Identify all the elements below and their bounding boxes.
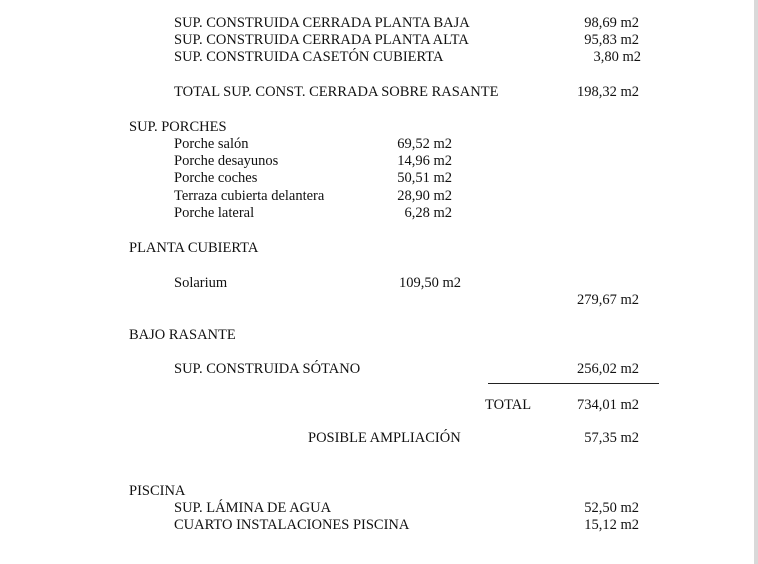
piscina-heading: PISCINA <box>129 483 186 499</box>
porche-label-terraza: Terraza cubierta delantera <box>174 188 325 204</box>
surface-label-planta-alta: SUP. CONSTRUIDA CERRADA PLANTA ALTA <box>174 32 469 48</box>
total-sobre-rasante-label: TOTAL SUP. CONST. CERRADA SOBRE RASANTE <box>174 84 499 100</box>
surface-value-planta-baja: 98,69 m2 <box>584 15 639 31</box>
porche-value-lateral: 6,28 m2 <box>404 205 452 221</box>
porche-label-salon: Porche salón <box>174 136 249 152</box>
page-edge-shadow <box>754 0 758 564</box>
surface-label-planta-baja: SUP. CONSTRUIDA CERRADA PLANTA BAJA <box>174 15 470 31</box>
solarium-value: 109,50 m2 <box>398 275 461 291</box>
piscina-label-instalaciones: CUARTO INSTALACIONES PISCINA <box>174 517 410 533</box>
porches-heading: SUP. PORCHES <box>129 119 227 135</box>
surface-value-planta-alta: 95,83 m2 <box>584 32 639 48</box>
grand-total-label: TOTAL <box>485 397 532 413</box>
total-divider <box>488 383 659 384</box>
total-sobre-rasante-value: 198,32 m2 <box>576 84 639 100</box>
cubierta-subtotal: 279,67 m2 <box>576 292 639 308</box>
piscina-value-lamina: 52,50 m2 <box>584 500 639 516</box>
porche-label-desayunos: Porche desayunos <box>174 153 279 169</box>
porche-value-coches: 50,51 m2 <box>397 170 452 186</box>
solarium-label: Solarium <box>174 275 228 291</box>
ampliacion-value: 57,35 m2 <box>584 430 639 446</box>
cubierta-heading: PLANTA CUBIERTA <box>129 240 259 256</box>
surface-label-caseton: SUP. CONSTRUIDA CASETÓN CUBIERTA <box>174 49 444 65</box>
sotano-label: SUP. CONSTRUIDA SÓTANO <box>174 361 361 377</box>
piscina-label-lamina: SUP. LÁMINA DE AGUA <box>174 500 332 516</box>
porche-label-lateral: Porche lateral <box>174 205 255 221</box>
porche-value-salon: 69,52 m2 <box>397 136 452 152</box>
grand-total-value: 734,01 m2 <box>576 397 639 413</box>
sotano-value: 256,02 m2 <box>576 361 639 377</box>
surface-value-caseton: 3,80 m2 <box>593 49 641 65</box>
porche-label-coches: Porche coches <box>174 170 258 186</box>
porche-value-desayunos: 14,96 m2 <box>397 153 452 169</box>
piscina-value-instalaciones: 15,12 m2 <box>584 517 639 533</box>
porche-value-terraza: 28,90 m2 <box>397 188 452 204</box>
bajo-rasante-heading: BAJO RASANTE <box>129 327 236 343</box>
ampliacion-label: POSIBLE AMPLIACIÓN <box>308 430 461 446</box>
